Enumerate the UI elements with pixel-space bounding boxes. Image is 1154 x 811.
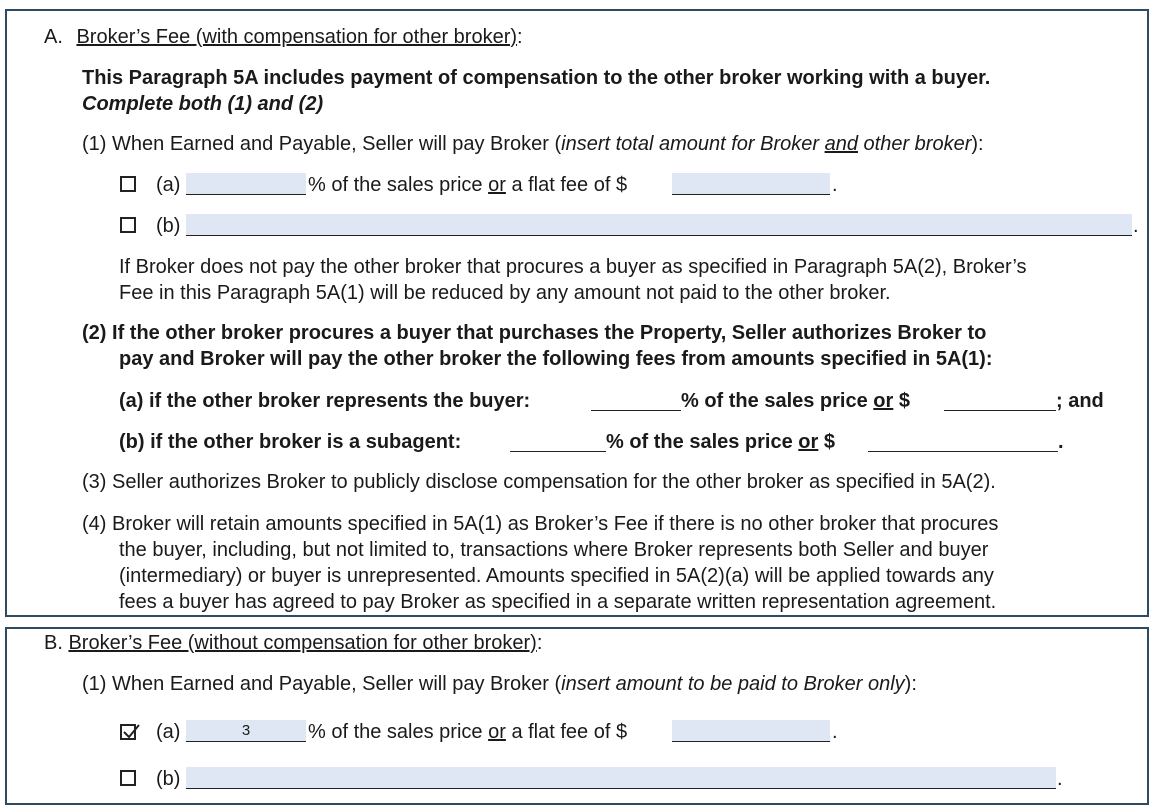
section-a-p2-line1 [82, 321, 986, 345]
p1-text: When Earned and Payable, Seller will pay Broker ( [112, 133, 562, 155]
p1-number: (1) [82, 133, 107, 155]
section-b-option-a-text: % of the sales price or a flat fee of $ [308, 721, 628, 743]
section-b-option-b-label: (b) [156, 768, 181, 790]
section-a-p2b-period: . [1058, 431, 1064, 453]
section-a-letter: A. [44, 26, 63, 48]
section-a-option-b-label: (b) [156, 215, 181, 237]
p2-text1: If the other broker procures a buyer that purchases the Property, Seller authorizes Broker to [112, 322, 987, 344]
section-a-option-b-checkbox[interactable] [120, 217, 136, 233]
section-a-option-b-period: . [1133, 215, 1139, 237]
section-b-option-a-percent-value: 3 [241, 722, 251, 739]
b-p1-number: (1) [82, 673, 107, 695]
section-a-p2b-text: (b) if the other broker is a subagent: [119, 431, 462, 453]
section-a-p2a-percent-field[interactable] [591, 389, 681, 411]
section-b-option-b-checkbox[interactable] [120, 770, 136, 786]
section-a-p4-line1 [82, 512, 998, 536]
b-p1-text-end: ): [904, 673, 917, 695]
section-a-option-a-checkbox[interactable] [120, 176, 136, 192]
section-a-p4-line3: (intermediary) or buyer is unrepresented. Amounts specified in 5A(2)(a) will be applied towards any [119, 565, 994, 587]
section-a-p2a-end: ; and [1056, 390, 1104, 412]
p2-number: (2) [82, 322, 107, 344]
p1-italic: insert total amount for Broker [561, 133, 825, 155]
section-a-p2b-mid: % of the sales price or $ [606, 431, 835, 453]
section-a-p2a-mid: % of the sales price or $ [681, 390, 910, 412]
section-a-p4-line2: the buyer, including, but not limited to, transactions where Broker represents both Seller and buyer [119, 539, 989, 561]
section-a-option-a-flat-fee-field[interactable] [672, 173, 830, 195]
section-a-heading [44, 25, 523, 49]
section-a-note-line2: Fee in this Paragraph 5A(1) will be reduced by any amount not paid to the other broker. [119, 282, 891, 304]
p3-text: Seller authorizes Broker to publicly disclose compensation for the other broker as specified in 5A(2). [112, 471, 996, 493]
or-underlined: or [488, 174, 506, 196]
section-a-p2-line2: pay and Broker will pay the other broker the following fees from amounts specified in 5A(1): [119, 348, 993, 370]
section-a-p1 [82, 132, 984, 156]
section-a-option-b-field[interactable] [186, 214, 1132, 236]
p4-number: (4) [82, 513, 107, 535]
b-p1-text: When Earned and Payable, Seller will pay Broker ( [112, 673, 562, 695]
p1-text-end: ): [971, 133, 984, 155]
section-b-option-a-checkbox[interactable] [120, 724, 136, 740]
section-b-p1 [82, 672, 917, 696]
section-a-note-line1: If Broker does not pay the other broker that procures a buyer as specified in Paragraph 5A(2), Broker’s [119, 256, 1027, 278]
p4-text1: Broker will retain amounts specified in 5A(1) as Broker’s Fee if there is no other broker that procures [112, 513, 999, 535]
section-b-option-a-flat-fee-field[interactable] [672, 720, 830, 742]
section-b-option-b-period: . [1057, 768, 1063, 790]
or-underlined: or [798, 431, 819, 453]
or-underlined: or [488, 721, 506, 743]
section-a-title: Broker’s Fee (with compensation for other broker) [76, 26, 518, 48]
section-a-option-a-label: (a) [156, 174, 181, 196]
section-a-p3 [82, 470, 996, 494]
or-underlined: or [873, 390, 894, 412]
p1-italic-b: other broker [857, 133, 972, 155]
section-a-option-a-text: % of the sales price or a flat fee of $ [308, 174, 628, 196]
section-b-option-a-label: (a) [156, 721, 181, 743]
section-a-p2b-amount-field[interactable] [868, 430, 1058, 452]
section-a-p2a-amount-field[interactable] [944, 389, 1056, 411]
section-b-letter: B. [44, 632, 63, 654]
section-b-heading [44, 631, 542, 655]
section-a-intro-line2: Complete both (1) and (2) [82, 93, 324, 115]
p3-number: (3) [82, 471, 107, 493]
section-a-p2b-percent-field[interactable] [510, 430, 606, 452]
section-a-intro-line1: This Paragraph 5A includes payment of compensation to the other broker working with a buyer. [82, 67, 991, 89]
section-a-p4-line4: fees a buyer has agreed to pay Broker as specified in a separate written representation agreement. [119, 591, 997, 613]
section-b-title: Broker’s Fee (without compensation for other broker) [68, 632, 537, 654]
section-a-title-colon: : [517, 26, 523, 48]
b-p1-italic: insert amount to be paid to Broker only [561, 673, 905, 695]
section-b-option-a-percent-field[interactable] [186, 720, 306, 742]
section-b-option-a-period: . [832, 721, 838, 743]
section-a-option-a-period: . [832, 174, 838, 196]
section-b-title-colon: : [536, 632, 543, 654]
checkmark-icon [120, 721, 142, 743]
section-a-p2a-text: (a) if the other broker represents the buyer: [119, 390, 531, 412]
p1-and: and [824, 133, 858, 155]
section-a-option-a-percent-field[interactable] [186, 173, 306, 195]
section-b-option-b-field[interactable] [186, 767, 1056, 789]
